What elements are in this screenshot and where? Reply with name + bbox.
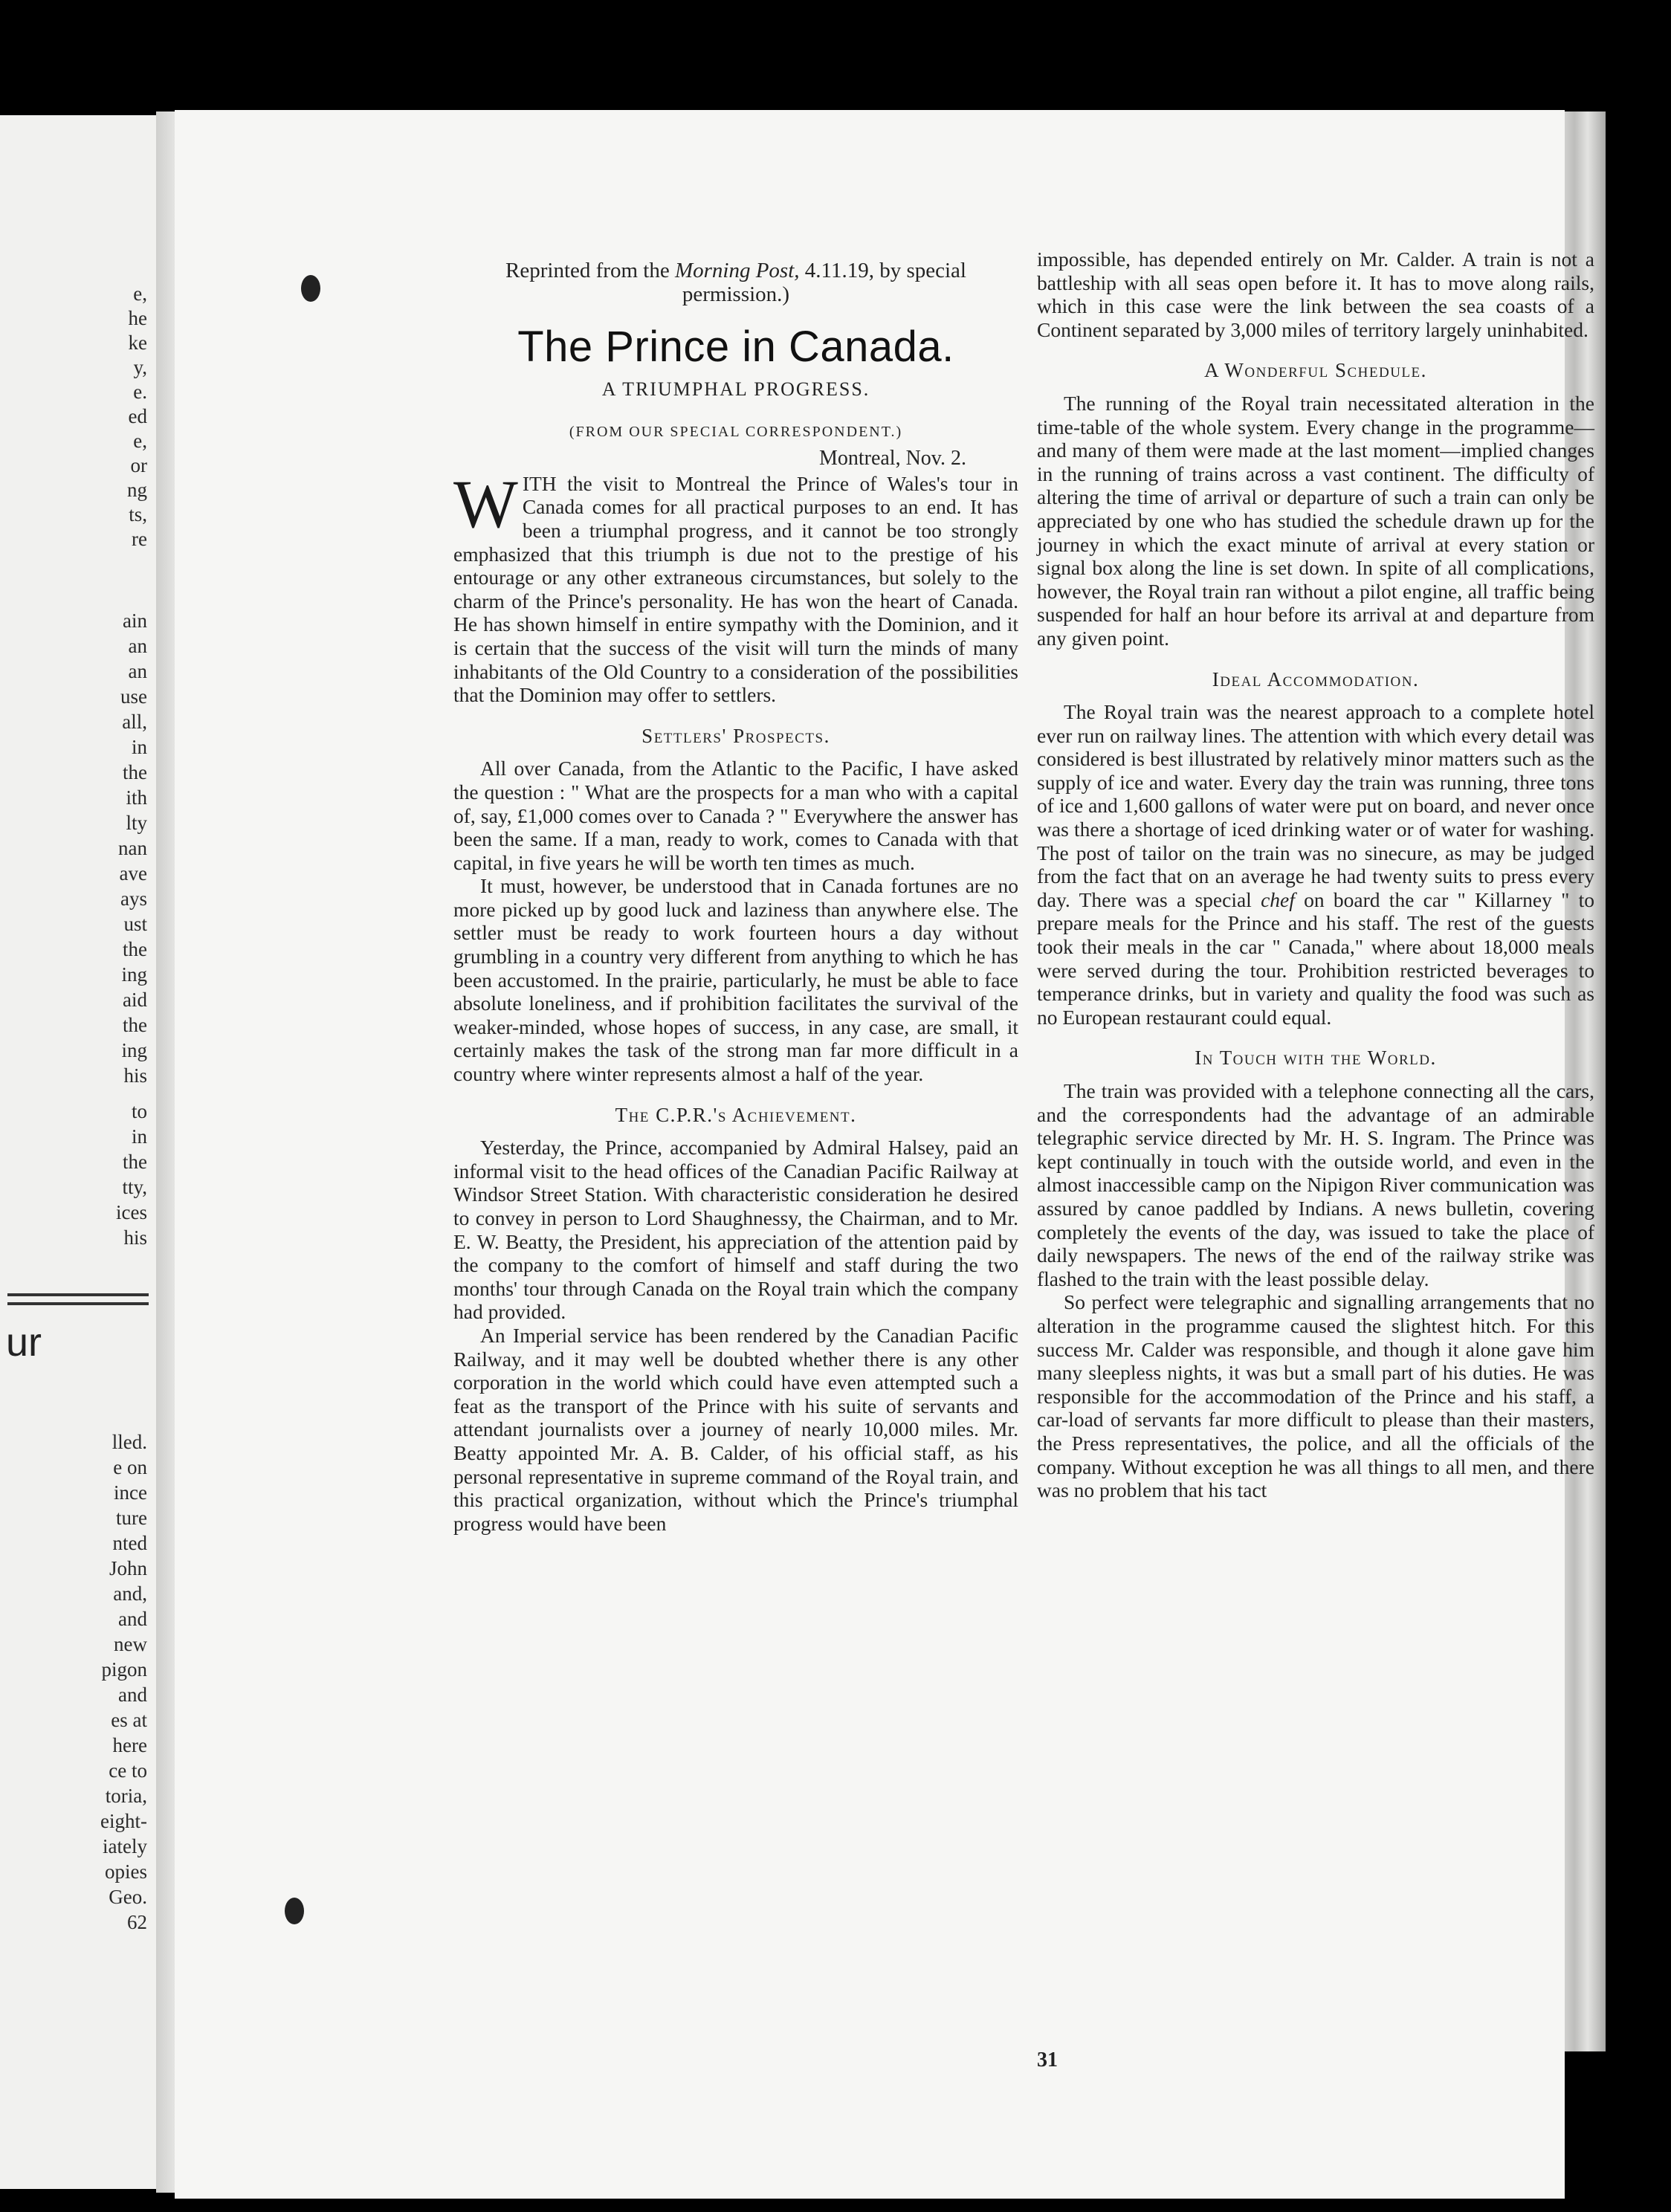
left-page-line-fragment: lled. — [111, 1431, 147, 1453]
left-page-line-fragment: iately — [103, 1835, 147, 1857]
article-title: The Prince in Canada. — [517, 323, 954, 371]
left-page-line-fragment: ts, — [129, 503, 147, 525]
article-page — [175, 110, 1594, 2199]
left-page-line-fragment: nted — [112, 1532, 147, 1554]
paragraph: The train was provided with a telephone connecting all the cars, and the correspondents had the advantage of an admirable telegraphic service directed by Mr. H. S. Ingram. The Prince was kept continually in touch with the outside world, and even in the almost inaccessible camp on the Nipigon River communication was assured by canoe paddled by Indians. A news bulletin, covering completely the events of the day, was issued to take the place of daily newspapers. The news of the end of the railway strike was flashed to the train with the least possible delay. — [1037, 1079, 1594, 1290]
italic-word: chef — [1261, 887, 1295, 911]
left-page-line-fragment: ng — [127, 479, 147, 501]
article-subtitle: A TRIUMPHAL PROGRESS. — [601, 378, 870, 400]
left-page-line-fragment: e, — [133, 282, 147, 305]
paragraph: The running of the Royal train necessitated alteration in the time-table of the whole system. Every change in the programme—and many of them were made at the last moment—implied changes in the running of trains across a vast continent. The difficulty of altering the time of arrival or departure of such a train can only be appreciated by one who has studied the schedule drawn up for the journey in which the exact minute of arrival at every station or signal box along the line is set down. In spite of all complications, however, the Royal train ran without a pilot engine, all traffic being suspended for half an hour before its arrival at and departure from any given point. — [1037, 391, 1594, 650]
drop-cap: W — [453, 465, 518, 542]
left-page-line-fragment: the — [123, 938, 147, 960]
dateline: Montreal, Nov. 2. — [818, 447, 966, 470]
left-page-line-fragment: toria, — [105, 1785, 147, 1807]
left-page-line-fragment: in — [131, 736, 147, 758]
left-page-line-fragment: 62 — [127, 1911, 147, 1933]
left-page-line-fragment: ain — [123, 609, 147, 632]
reprint-note: Reprinted from the Morning Post, 4.11.19, by special permission.) — [505, 259, 966, 306]
paragraph: It must, however, be understood that in Canada fortunes are no more picked up by good luck and laziness than anywhere else. The settler must be ready to work fourteen hours a day without grumbling in a country very different from anything to which he has been accustomed. In the prairie, particularly, he must be able to face absolute loneliness, and if prohibition facilitates the survival of the weaker-minded, whose hopes of success, in any case, are small, it certainly makes the task of the strong man far more difficult in a country where winter represents almost a half of the year. — [453, 874, 1018, 1086]
article-column-right — [1037, 248, 1594, 1502]
left-page-fragment — [0, 115, 156, 2189]
left-page-line-fragment: tty, — [122, 1176, 147, 1198]
left-page-line-fragment: to — [131, 1100, 147, 1122]
left-page-line-fragment: ays — [120, 887, 147, 910]
section-heading: Ideal Accommodation. — [1212, 667, 1420, 691]
left-page-line-fragment: opies — [105, 1860, 147, 1883]
left-page-line-fragment: ing — [121, 1039, 147, 1061]
left-page-line-fragment: all, — [122, 711, 147, 733]
left-page-line-fragment: e, — [133, 430, 147, 452]
left-page-line-fragment: e. — [133, 381, 147, 403]
left-page-line-fragment: the — [123, 1151, 147, 1173]
left-page-line-fragment: here — [112, 1734, 147, 1756]
left-page-line-fragment: ith — [126, 786, 147, 809]
ink-blot — [301, 275, 320, 302]
section-heading: The C.P.R.'s Achievement. — [615, 1103, 857, 1126]
left-page-line-fragment: and — [118, 1684, 147, 1706]
left-page-line-fragment: ce to — [109, 1759, 147, 1782]
left-page-line-fragment: Geo. — [109, 1886, 147, 1908]
left-page-line-fragment: ave — [119, 862, 147, 885]
left-page-line-fragment: eight- — [100, 1810, 147, 1832]
left-page-line-fragment: re — [132, 528, 147, 550]
left-page-line-fragment: lty — [126, 812, 147, 834]
left-page-heading-fragment: ur — [6, 1320, 42, 1365]
left-page-line-fragment: an — [128, 660, 147, 682]
left-page-line-fragment: pigon — [101, 1658, 147, 1681]
left-page-line-fragment: ince — [114, 1481, 147, 1504]
paragraph: All over Canada, from the Atlantic to the Pacific, I have asked the question : " What are the prospects for a man who with a capital of, say, £1,000 comes over to Canada ? " Everywhere the answer has been the same. If a man, ready to work, comes to Canada with that capital, in five years he will be worth ten times as much. — [453, 757, 1018, 874]
intro-paragraph: WITH the visit to Montreal the Prince of Wales's tour in Canada comes for all practical purposes to an end. It has been a triumphal progress, and it cannot be too strongly emphasized that this triumph is due not to the prestige of his entourage or any other extraneous circumstances, but solely to the charm of the Prince's personality. He has won the heart of Canada. He has shown himself in entire sympathy with the Dominion, and it is certain that the success of the visit will turn the minds of many inhabitants of the Old Country to a consideration of the possibilities that the Dominion may offer to settlers. — [453, 465, 1018, 707]
left-page-line-fragment: ed — [128, 405, 147, 427]
left-page-line-fragment: ture — [116, 1507, 147, 1529]
left-page-rule — [7, 1293, 149, 1296]
left-page-line-fragment: or — [130, 454, 147, 476]
left-page-line-fragment: the — [123, 1014, 147, 1036]
left-page-line-fragment: and — [118, 1608, 147, 1630]
paragraph: The Royal train was the nearest approach to a complete hotel ever run on railway lines. The attention with which every detail was considered is best illustrated by relatively minor matters such as the supply of ice and water. Every day the train was running, three tons of ice and 1,600 gallons of water were put on board, and never once was there a shortage of iced drinking water or of water for washing. The post of tailor on the train was no sinecure, as may be judged from the fact that on an average he had twenty suits to press every day. There was a special chef on board the car " Killarney " to prepare meals for the Prince and his staff. The rest of the guests took their meals in the car " Canada," where about 18,000 meals were served during the tour. Prohibition restricted beverages to temperance drinks, but in variety and quality the food was such as no European restaurant could equal. — [1037, 700, 1594, 1029]
left-page-line-fragment: e on — [113, 1456, 147, 1478]
left-page-line-fragment: in — [131, 1125, 147, 1148]
left-page-line-fragment: ing — [121, 963, 147, 986]
paragraph: Yesterday, the Prince, accompanied by Admiral Halsey, paid an informal visit to the head offices of the Canadian Pacific Railway at Windsor Street Station. With characteristic consideration he desired to convey in person to Lord Shaughnessy, the Chairman, and to Mr. E. W. Beatty, the President, his appreciation of the attention paid by the company to the comfort of himself and staff during the two months' tour through Canada on the Royal train which the company had provided. — [453, 1136, 1018, 1324]
left-page-line-fragment: use — [120, 685, 147, 708]
left-page-line-fragment: the — [123, 761, 147, 783]
left-page-line-fragment: new — [114, 1633, 147, 1655]
paragraph: impossible, has depended entirely on Mr. Calder. A train is not a battleship with all seas open before it. It has to move along rails, which in this case were the link between the sea coasts of a Continent separated by 3,000 miles of territory largely uninhabited. — [1037, 248, 1594, 341]
left-page-line-fragment: ices — [116, 1201, 147, 1223]
article-column-left — [453, 259, 1018, 1535]
left-page-line-fragment: y, — [133, 356, 147, 378]
left-page-line-fragment: an — [128, 635, 147, 657]
left-page-line-fragment: and, — [113, 1582, 147, 1605]
section-heading: In Touch with the World. — [1195, 1047, 1437, 1070]
left-page-line-fragment: es at — [111, 1709, 147, 1731]
left-page-line-fragment: nan — [118, 837, 147, 859]
left-page-line-fragment: his — [123, 1226, 147, 1249]
left-page-line-fragment: ke — [128, 332, 147, 354]
correspondent-note: (FROM OUR SPECIAL CORRESPONDENT.) — [569, 423, 903, 440]
left-page-rule — [7, 1302, 149, 1305]
paragraph: An Imperial service has been rendered by the Canadian Pacific Railway, and it may well be doubted whether there is any other corporation in the world which could have even attempted such a feat as the transport of the Prince with his suite of servants and attendant journalists over a journey of nearly 10,000 miles. Mr. Beatty appointed Mr. A. B. Calder, of his official staff, as his personal representative in supreme command of the Royal train, and this practical organization, without which the Prince's triumphal progress would have been — [453, 1323, 1018, 1535]
ink-blot — [285, 1898, 304, 1924]
paragraph: So perfect were telegraphic and signalling arrangements that no alteration in the programme caused the slightest hitch. For this success Mr. Calder was responsible, and though it alone gave him many sleepless nights, it was but a small part of his duties. He was responsible for the accommodation of the Prince and his staff, a car-load of servants far more difficult to please than their masters, the Press representatives, the police, and all the officials of the company. Without exception he was all things to all men, and there was no problem that his tact — [1037, 1290, 1594, 1502]
left-page-line-fragment: he — [128, 307, 147, 329]
left-page-line-fragment: aid — [123, 989, 147, 1011]
reprint-source: Morning Post, — [674, 259, 800, 282]
section-heading: Settlers' Prospects. — [641, 724, 830, 747]
left-page-line-fragment: John — [109, 1557, 147, 1579]
section-heading: A Wonderful Schedule. — [1204, 359, 1427, 382]
page-number: 31 — [1037, 2048, 1058, 2072]
left-page-line-fragment: ust — [123, 913, 147, 935]
left-page-line-fragment: his — [123, 1064, 147, 1087]
